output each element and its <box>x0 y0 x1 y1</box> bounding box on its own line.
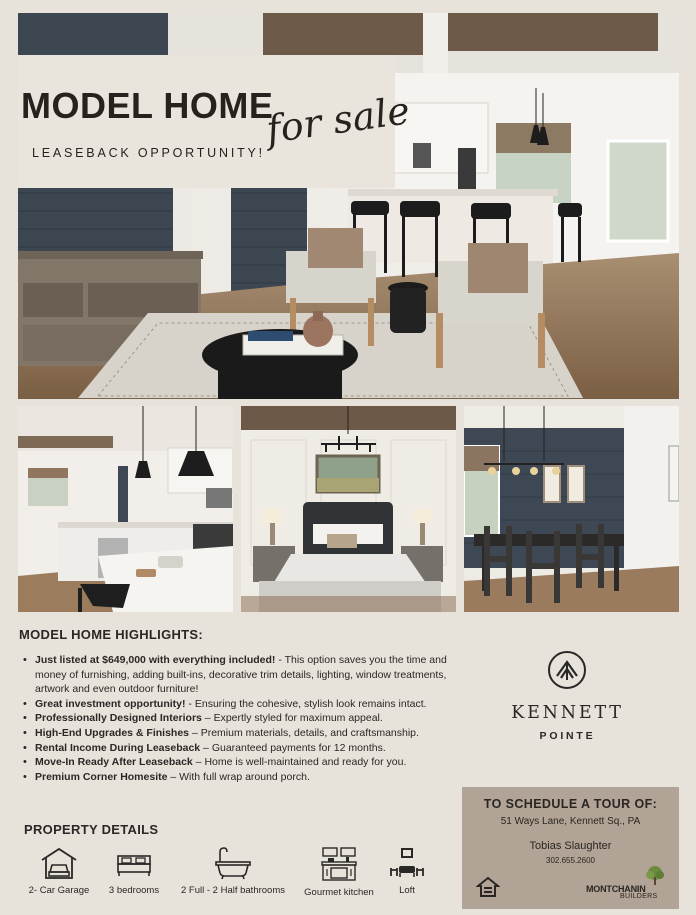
feature-label: 2 Full - 2 Half bathrooms <box>180 885 285 896</box>
house-emblem-icon <box>547 650 587 690</box>
title-script: for sale <box>263 88 413 152</box>
builder-subname: BUILDERS <box>620 893 658 900</box>
highlight-bold: High-End Upgrades & Finishes <box>35 726 190 739</box>
tour-title: TO SCHEDULE A TOUR OF: <box>483 797 658 811</box>
bed-icon <box>115 846 153 880</box>
highlight-bold: Rental Income During Leaseback <box>35 741 201 754</box>
bathtub-icon <box>214 846 252 880</box>
brand-subname: POINTE <box>539 730 596 742</box>
feature-bedrooms <box>104 846 164 896</box>
kitchen-photo <box>18 406 233 612</box>
list-item <box>22 653 468 697</box>
title-box <box>18 55 413 188</box>
highlight-text: – Expertly styled for maximum appeal. <box>201 712 383 725</box>
highlights-list <box>22 653 468 784</box>
highlight-bold: Move-In Ready After Leaseback <box>35 756 193 769</box>
highlight-text: - This option saves you the time and money of furnishing, adding built-ins, decorative trim details, lighting, window treatments, artwork and even outdoor furniture! <box>35 654 447 696</box>
page-subtitle: LEASEBACK OPPORTUNITY! <box>32 146 265 160</box>
dining-photo <box>464 406 679 612</box>
list-item <box>22 741 468 756</box>
highlight-text: – Home is well-maintained and ready for you. <box>192 756 407 769</box>
feature-bathrooms <box>178 846 288 896</box>
highlight-bold: Premium Corner Homesite <box>35 770 168 783</box>
hero-photo <box>18 13 679 399</box>
contact-name: Tobias Slaughter <box>529 840 612 852</box>
feature-label: 2- Car Garage <box>28 885 90 896</box>
list-item <box>22 755 468 770</box>
garage-icon <box>40 846 78 880</box>
list-item <box>22 726 468 741</box>
builder-name: MONTCHANIN <box>586 884 646 894</box>
kitchen-icon <box>320 846 358 882</box>
brand-logo <box>500 648 635 748</box>
tour-box <box>462 787 679 909</box>
highlight-text: - Ensuring the cohesive, stylish look remains intact. <box>185 697 427 710</box>
feature-label: 3 bedrooms <box>108 885 160 896</box>
brand-name: KENNETT <box>511 703 624 723</box>
feature-label: Gourmet kitchen <box>304 887 374 898</box>
feature-loft <box>384 846 430 896</box>
feature-garage <box>28 846 90 896</box>
list-item <box>22 697 468 712</box>
list-item <box>22 770 468 785</box>
tree-icon <box>644 865 666 885</box>
highlight-text: – Premium materials, details, and craftsmanship. <box>189 726 419 739</box>
loft-icon <box>387 846 427 880</box>
feature-label: Loft <box>399 885 415 896</box>
contact-phone: 302.655.2600 <box>546 856 595 865</box>
builder-logo <box>586 871 674 901</box>
details-heading: PROPERTY DETAILS <box>24 822 159 837</box>
highlights-heading: MODEL HOME HIGHLIGHTS: <box>19 627 204 642</box>
equal-housing-icon <box>476 875 500 899</box>
page-title: MODEL HOME <box>21 85 274 126</box>
feature-kitchen <box>298 846 380 898</box>
highlight-bold: Great investment opportunity! <box>35 697 186 710</box>
bedroom-photo <box>241 406 456 612</box>
highlight-bold: Just listed at $649,000 with everything included! <box>35 654 276 666</box>
tour-address: 51 Ways Lane, Kennett Sq., PA <box>500 816 641 827</box>
highlight-text: – Guaranteed payments for 12 months. <box>200 741 386 754</box>
highlight-text: – With full wrap around porch. <box>167 770 310 783</box>
list-item <box>22 711 468 726</box>
highlight-bold: Professionally Designed Interiors <box>35 712 202 725</box>
